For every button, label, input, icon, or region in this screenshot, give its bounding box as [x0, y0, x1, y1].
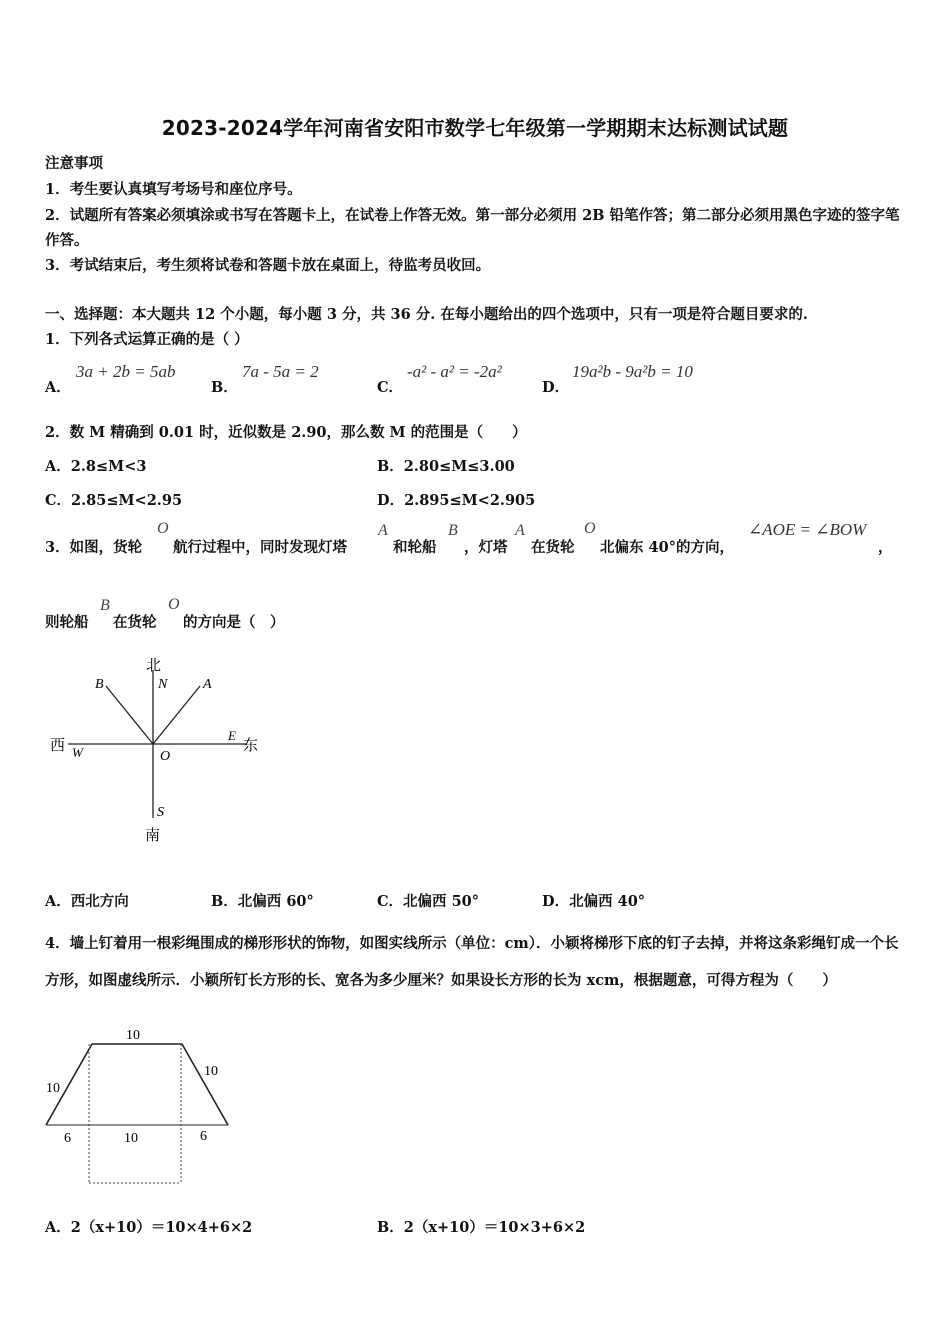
label-west-cn: 西: [50, 738, 66, 754]
q3-var-o2: O: [584, 520, 596, 537]
q3-angle-equation: ∠AOE = ∠BOW: [748, 520, 867, 539]
q3-stem-p5: 在货轮: [531, 539, 575, 556]
q3-stem-p2: 航行过程中，同时发现灯塔: [173, 539, 347, 556]
q2-stem: 2．数 M 精确到 0.01 时，近似数是 2.90，那么数 M 的范围是（ ）: [45, 424, 527, 441]
label-e: E: [228, 728, 236, 743]
q3-var-a2: A: [515, 522, 525, 539]
q1-option-a-label: A．: [45, 379, 71, 396]
q3-option-b: B．北偏西 60°: [211, 893, 314, 910]
notice-heading: 注意事项: [45, 155, 103, 172]
trapezoid-solid: [46, 1044, 228, 1125]
label-right: 10: [204, 1064, 218, 1079]
label-bottom-left: 6: [64, 1131, 71, 1146]
q2-option-d: D．2.895≤M<2.905: [377, 492, 536, 509]
q3-var-a: A: [378, 522, 388, 539]
q3-line2-a: 则轮船: [45, 614, 89, 631]
q3-var-o: O: [157, 520, 169, 537]
q1-option-b-label: B．: [211, 379, 238, 396]
label-o: O: [160, 749, 171, 764]
q2-option-a: A．2.8≤M<3: [45, 458, 147, 475]
section-heading: 一、选择题：本大题共 12 个小题，每小题 3 分，共 36 分. 在每小题给出的四个选项中，只有一项是符合题目要求的.: [45, 306, 808, 323]
q2-option-c: C．2.85≤M<2.95: [45, 492, 183, 509]
q2-option-b: B．2.80≤M≤3.00: [377, 458, 515, 475]
q1-stem: 1．下列各式运算正确的是（ ）: [45, 331, 249, 348]
q3-stem-p4: ，灯塔: [464, 539, 508, 556]
page-title: 2023-2024学年河南省安阳市数学七年级第一学期期末达标测试试题: [161, 116, 789, 140]
q1-option-b-expr: 7a - 5a = 2: [242, 362, 319, 381]
trapezoid-diagram: [40, 1022, 240, 1192]
label-b: B: [95, 677, 104, 692]
q3-line2-var-o: O: [168, 596, 180, 613]
q3-var-b: B: [448, 522, 458, 539]
q3-line2-b: 在货轮: [113, 614, 157, 631]
notice-item-1: 1．考生要认真填写考场号和座位序号。: [45, 181, 302, 198]
label-bottom-mid: 10: [124, 1131, 138, 1146]
q3-line2-c: 的方向是（ ）: [183, 614, 285, 631]
q1-option-d-expr: 19a²b - 9a²b = 10: [572, 362, 693, 381]
label-w: W: [72, 745, 83, 760]
q4-option-b: B．2（x+10）＝10×3+6×2: [377, 1219, 586, 1236]
label-left: 10: [46, 1081, 60, 1096]
notice-item-2: 2．试题所有答案必须填涂或书写在答题卡上，在试卷上作答无效。第一部分必须用 2B 铅笔作答；第二部分必须用黑色字迹的签字笔作答。: [45, 207, 900, 249]
q4-stem: 4．墙上钉着用一根彩绳围成的梯形形状的饰物，如图实线所示（单位：cm）．小颖将梯形下底的钉子去掉，并将这条彩绳钉成一个长方形，如图虚线所示．小颖所钉长方形的长、宽各为多少厘米？如果设长方形的长为 xcm，根据题意，可得方程为（ ）: [45, 935, 899, 989]
q3-option-c: C．北偏西 50°: [377, 893, 480, 910]
q1-option-a-expr: 3a + 2b = 5ab: [76, 362, 176, 381]
q1-option-d-label: D．: [542, 379, 570, 396]
notice-item-3: 3．考试结束后，考生须将试卷和答题卡放在桌面上，待监考员收回。: [45, 257, 491, 274]
q3-stem-p6: 北偏东 40°的方向，: [600, 539, 734, 556]
label-south-cn: 南: [145, 828, 161, 844]
compass-diagram: [40, 650, 270, 850]
q3-stem-p1: 3．如图，货轮: [45, 539, 143, 556]
q3-option-d: D．北偏西 40°: [542, 893, 646, 910]
q3-option-a: A．西北方向: [45, 893, 129, 910]
label-n: N: [158, 677, 168, 692]
label-bottom-right: 6: [200, 1129, 207, 1144]
label-top: 10: [126, 1028, 140, 1043]
q3-stem-p3: 和轮船: [393, 539, 437, 556]
label-s: S: [157, 805, 164, 820]
label-north-cn: 北: [146, 658, 162, 674]
q3-comma: ，: [878, 539, 893, 556]
q4-option-a: A．2（x+10）＝10×4+6×2: [45, 1219, 253, 1236]
ray-ob: [106, 686, 153, 744]
ray-oa: [153, 686, 200, 744]
q1-option-c-label: C．: [377, 379, 404, 396]
label-a: A: [203, 677, 212, 692]
q1-option-c-expr: -a² - a² = -2a²: [407, 362, 502, 381]
label-east-cn: 东: [243, 738, 259, 754]
q3-line2-var-b: B: [100, 597, 110, 614]
